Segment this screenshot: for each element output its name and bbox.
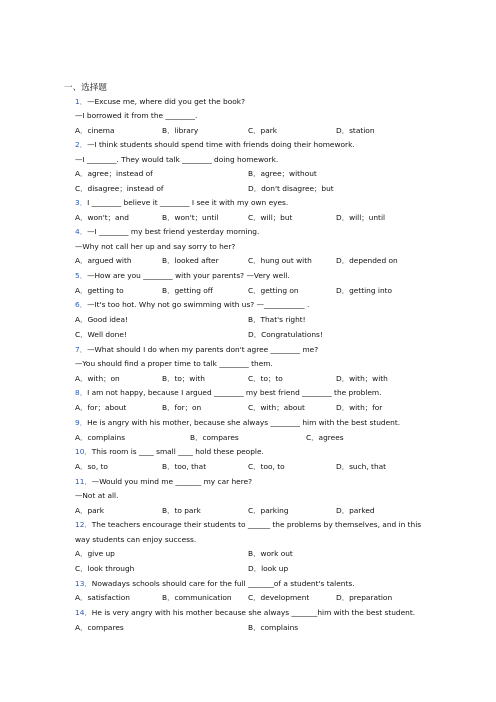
question-10-option-a[interactable]: A．so, to: [75, 462, 108, 471]
question-number: 8．: [75, 388, 88, 397]
question-number: 6．: [75, 300, 88, 309]
question-8-option-d[interactable]: D．with；for: [336, 403, 383, 412]
question-13-option-a[interactable]: A．satisfaction: [75, 593, 130, 602]
question-7-option-a[interactable]: A．with；on: [75, 374, 120, 383]
question-text: —I think students should spend time with friends doing their homework.: [87, 140, 355, 149]
question-1-stem: [75, 97, 245, 107]
question-number: 7．: [75, 345, 88, 354]
question-3-stem: [75, 198, 288, 208]
question-text: This room is ____ small ____ hold these people.: [91, 447, 264, 456]
question-text: Nowadays schools should care for the full _______of a student's talents.: [91, 579, 355, 588]
question-4-line-2: —Why not call her up and say sorry to her?: [75, 242, 236, 251]
question-11-line-2: —Not at all.: [75, 491, 119, 500]
question-5-option-b[interactable]: B．getting off: [162, 286, 213, 295]
question-13-stem: [75, 579, 355, 589]
question-6-option-c[interactable]: C．Well done!: [75, 330, 127, 339]
question-text: The teachers encourage their students to ______ the problems by themselves, and in this: [91, 520, 422, 529]
question-4-option-b[interactable]: B．looked after: [162, 256, 219, 265]
question-5-stem: [75, 271, 290, 281]
question-11-option-d[interactable]: D．parked: [336, 506, 375, 515]
question-9-stem: [75, 418, 400, 428]
question-6-option-d[interactable]: D．Congratulations!: [248, 330, 323, 339]
question-4-option-c[interactable]: C．hung out with: [248, 256, 312, 265]
question-text: —How are you ________ with your parents? —Very well.: [87, 271, 290, 280]
question-8-option-b[interactable]: B．for；on: [162, 403, 202, 412]
question-2-option-b[interactable]: B．agree；without: [248, 169, 317, 178]
question-13-option-b[interactable]: B．communication: [162, 593, 232, 602]
question-11-option-c[interactable]: C．parking: [248, 506, 289, 515]
question-13-option-c[interactable]: C．development: [248, 593, 310, 602]
question-6-stem: [75, 300, 309, 310]
question-text: —What should I do when my parents don't agree ________ me?: [87, 345, 319, 354]
question-text: I ________ believe it ________ I see it with my own eyes.: [87, 198, 289, 207]
question-2-option-d[interactable]: D．don't disagree；but: [248, 184, 334, 193]
question-8-option-a[interactable]: A．for；about: [75, 403, 127, 412]
question-text: —Would you mind me _______ my car here?: [91, 477, 253, 486]
question-10-option-c[interactable]: C．too, to: [248, 462, 285, 471]
question-number: 11．: [75, 477, 92, 486]
question-3-option-b[interactable]: B．won't；until: [162, 213, 219, 222]
question-5-option-c[interactable]: C．getting on: [248, 286, 299, 295]
question-8-option-c[interactable]: C．with；about: [248, 403, 305, 412]
question-14-stem: [75, 608, 415, 618]
question-1-option-a[interactable]: A．cinema: [75, 126, 115, 135]
question-13-option-d[interactable]: D．preparation: [336, 593, 393, 602]
question-5-option-d[interactable]: D．getting into: [336, 286, 393, 295]
question-6-option-b[interactable]: B．That's right!: [248, 315, 306, 324]
question-4-stem: [75, 227, 259, 237]
question-6-option-a[interactable]: A．Good idea!: [75, 315, 129, 324]
question-text: He is very angry with his mother because she always _______him with the best student.: [91, 608, 416, 617]
question-7-option-d[interactable]: D．with；with: [336, 374, 388, 383]
question-7-line-2: —You should find a proper time to talk ________ them.: [75, 359, 273, 368]
question-12-stem: [75, 520, 421, 530]
question-14-option-b[interactable]: B．complains: [248, 623, 299, 632]
question-12-option-a[interactable]: A．give up: [75, 549, 115, 558]
question-10-option-d[interactable]: D．such, that: [336, 462, 387, 471]
question-number: 4．: [75, 227, 88, 236]
question-number: 13．: [75, 579, 92, 588]
question-1-line-2: —I borrowed it from the ________.: [75, 111, 198, 120]
question-12-option-b[interactable]: B．work out: [248, 549, 293, 558]
question-7-option-c[interactable]: C．to；to: [248, 374, 283, 383]
question-number: 2．: [75, 140, 88, 149]
question-11-stem: [75, 477, 252, 487]
question-4-option-d[interactable]: D．depended on: [336, 256, 398, 265]
question-number: 5．: [75, 271, 88, 280]
question-text: I am not happy, because I argued ________ my best friend ________ the problem.: [87, 388, 382, 397]
question-10-stem: [75, 447, 264, 457]
question-1-option-c[interactable]: C．park: [248, 126, 278, 135]
question-14-option-a[interactable]: A．compares: [75, 623, 124, 632]
question-2-stem: [75, 140, 355, 150]
question-text: —I ________ my best friend yesterday morning.: [87, 227, 260, 236]
question-5-option-a[interactable]: A．getting to: [75, 286, 124, 295]
question-1-option-b[interactable]: B．library: [162, 126, 199, 135]
question-2-option-a[interactable]: A．agree；instead of: [75, 169, 153, 178]
question-number: 12．: [75, 520, 92, 529]
question-11-option-a[interactable]: A．park: [75, 506, 104, 515]
question-number: 9．: [75, 418, 88, 427]
question-number: 14．: [75, 608, 92, 617]
question-12-line-2: way students can enjoy success.: [75, 535, 197, 544]
question-3-option-a[interactable]: A．won't；and: [75, 213, 129, 222]
question-12-option-c[interactable]: C．look through: [75, 564, 135, 573]
question-7-stem: [75, 345, 318, 355]
question-number: 3．: [75, 198, 88, 207]
question-12-option-d[interactable]: D．look up: [248, 564, 289, 573]
question-number: 1．: [75, 97, 88, 106]
question-2-line-2: —I ________. They would talk ________ doing homework.: [75, 155, 279, 164]
question-2-option-c[interactable]: C．disagree；instead of: [75, 184, 164, 193]
question-1-option-d[interactable]: D．station: [336, 126, 375, 135]
question-9-option-c[interactable]: C．agrees: [306, 433, 344, 442]
question-8-stem: [75, 388, 381, 398]
question-3-option-c[interactable]: C．will；but: [248, 213, 293, 222]
question-7-option-b[interactable]: B．to；with: [162, 374, 205, 383]
question-3-option-d[interactable]: D．will；until: [336, 213, 386, 222]
question-9-option-a[interactable]: A．complains: [75, 433, 126, 442]
question-text: He is angry with his mother, because she always ________ him with the best student.: [87, 418, 401, 427]
question-text: —It's too hot. Why not go swimming with us? —___________ .: [87, 300, 310, 309]
question-9-option-b[interactable]: B．compares: [190, 433, 239, 442]
section-title: 一、选择题: [64, 83, 107, 93]
question-number: 10．: [75, 447, 92, 456]
question-text: —Excuse me, where did you get the book?: [87, 97, 245, 106]
question-4-option-a[interactable]: A．argued with: [75, 256, 132, 265]
question-11-option-b[interactable]: B．to park: [162, 506, 201, 515]
question-10-option-b[interactable]: B．too, that: [162, 462, 207, 471]
